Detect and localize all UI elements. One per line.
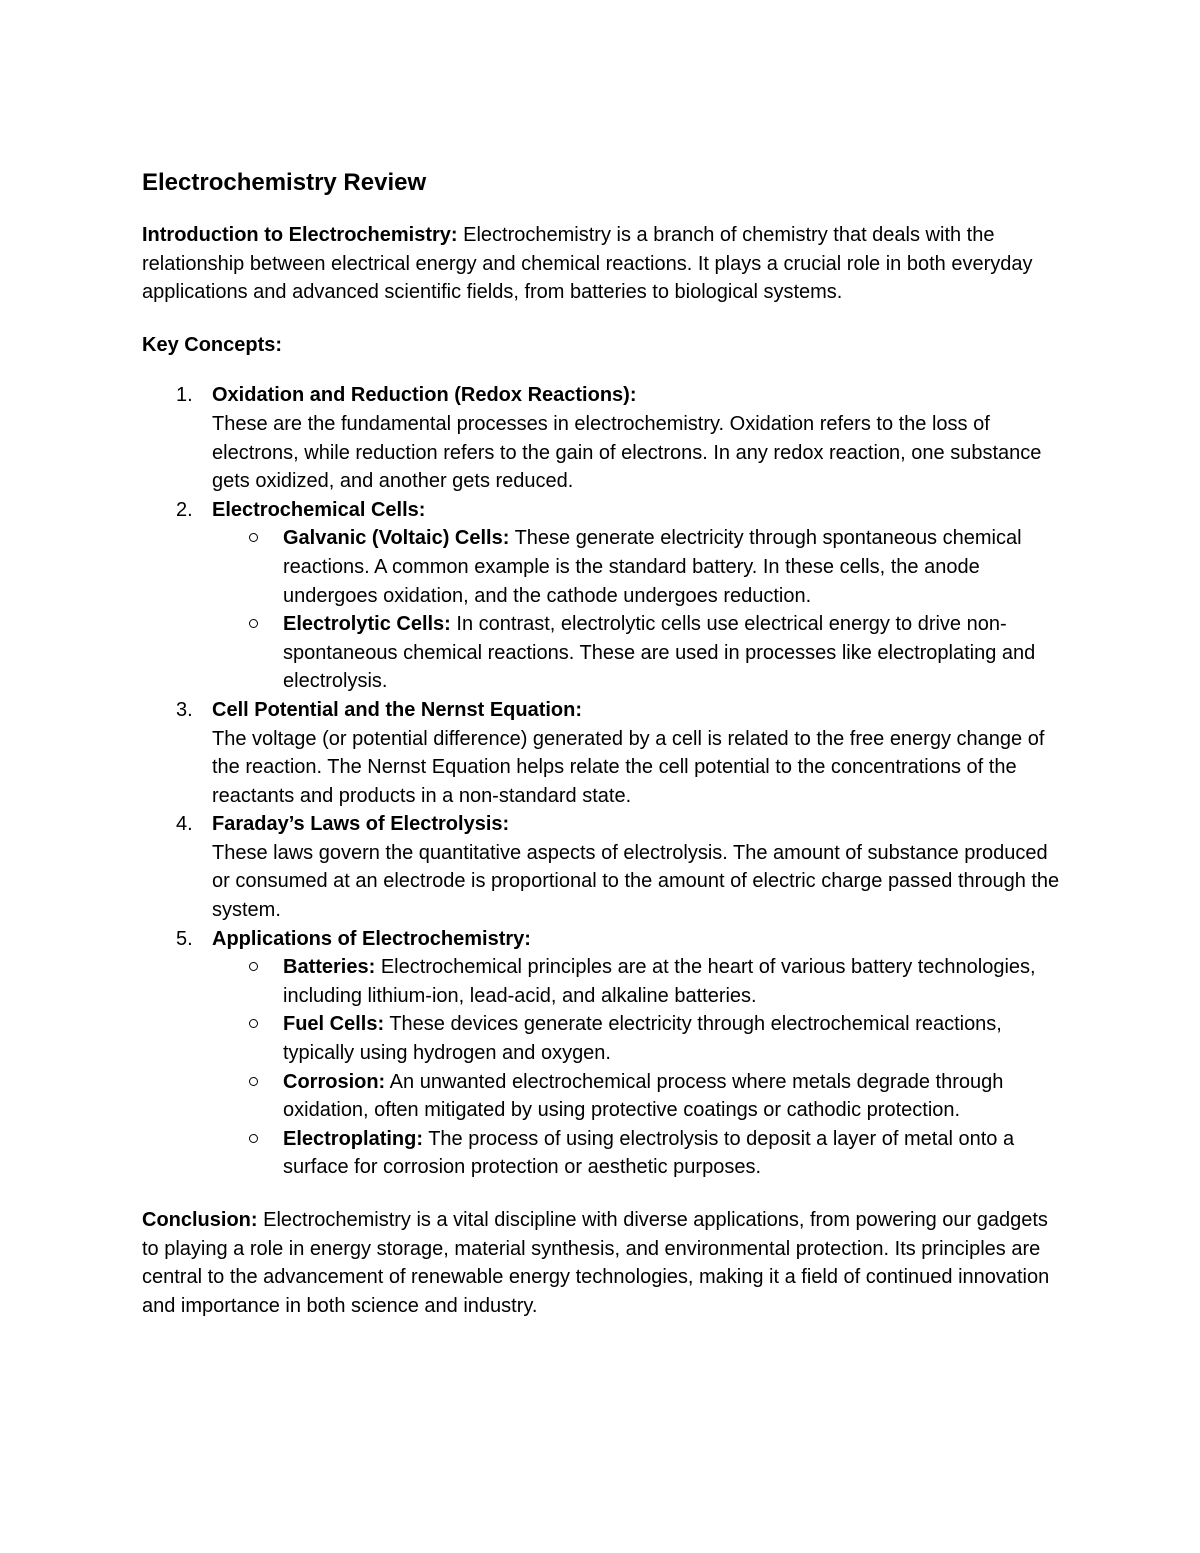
concept-heading: Oxidation and Reduction (Redox Reactions):	[212, 384, 637, 407]
circle-bullet-icon	[249, 1077, 258, 1086]
conclusion-paragraph	[142, 1206, 1067, 1320]
concept-item-2	[142, 496, 1067, 696]
conclusion-text: Electrochemistry is a vital discipline with diverse applications, from powering our gadgets to playing a role in energy storage, material synthesis, and environmental protection. Its principles are central to the advancement of renewable energy technologies, making it a field of continued innovation and importance in both science and industry.	[142, 1209, 1050, 1317]
document-page	[142, 165, 1067, 1320]
sub-item: Electroplating: The process of using electrolysis to deposit a layer of metal onto a surface for corrosion protection or aesthetic purposes.	[212, 1125, 1067, 1182]
intro-text: Electrochemistry is a branch of chemistry that deals with the relationship between electrical energy and chemical reactions. It plays a crucial role in both everyday applications and advanced scientific fields, from batteries to biological systems.	[142, 224, 1033, 304]
circle-bullet-icon	[249, 962, 258, 971]
concept-item-1	[142, 381, 1067, 495]
intro-label: Introduction to Electrochemistry:	[142, 224, 458, 246]
concept-heading: Applications of Electrochemistry:	[212, 927, 531, 950]
concept-heading: Electrochemical Cells:	[212, 498, 426, 521]
sub-item: Fuel Cells: These devices generate electricity through electrochemical reactions, typically using hydrogen and oxygen.	[212, 1010, 1067, 1067]
concept-item-3	[142, 696, 1067, 810]
sub-item: Corrosion: An unwanted electrochemical process where metals degrade through oxidation, often mitigated by using protective coatings or cathodic protection.	[212, 1068, 1067, 1125]
concept-text: The voltage (or potential difference) generated by a cell is related to the free energy change of the reaction. The Nernst Equation helps relate the cell potential to the concentrations of the reactants and products in a non-standard state.	[212, 727, 1045, 807]
list-number: 1.	[176, 384, 193, 407]
sub-item: Batteries: Electrochemical principles are at the heart of various battery technologies, including lithium-ion, lead-acid, and alkaline batteries.	[212, 953, 1067, 1010]
circle-bullet-icon	[249, 1134, 258, 1143]
concept-heading: Cell Potential and the Nernst Equation:	[212, 698, 583, 721]
circle-bullet-icon	[249, 619, 258, 628]
intro-paragraph	[142, 221, 1067, 307]
list-number: 5.	[176, 927, 193, 950]
list-number: 3.	[176, 698, 193, 721]
list-number: 4.	[176, 813, 193, 836]
conclusion-label: Conclusion:	[142, 1209, 258, 1231]
key-concepts-heading: Key Concepts:	[142, 333, 283, 356]
list-number: 2.	[176, 498, 193, 521]
concept-text: These are the fundamental processes in electrochemistry. Oxidation refers to the loss of electrons, while reduction refers to the gain of electrons. In any redox reaction, one substance gets oxidized, and another gets reduced.	[212, 412, 1042, 493]
sub-list	[212, 524, 1067, 696]
circle-bullet-icon	[249, 533, 258, 542]
circle-bullet-icon	[249, 1019, 258, 1028]
document-title: Electrochemistry Review	[142, 169, 427, 196]
sub-item: Electrolytic Cells: In contrast, electrolytic cells use electrical energy to drive non-spontaneous chemical reactions. These are used in processes like electroplating and electrolysis.	[212, 610, 1067, 696]
sub-list	[212, 953, 1067, 1182]
concept-text: These laws govern the quantitative aspects of electrolysis. The amount of substance produced or consumed at an electrode is proportional to the amount of electric charge passed through the system.	[212, 841, 1060, 922]
concept-item-5	[142, 925, 1067, 1182]
concept-heading: Faraday’s Laws of Electrolysis:	[212, 813, 510, 836]
concepts-list	[142, 381, 1067, 1182]
concept-item-4	[142, 810, 1067, 924]
sub-item: Galvanic (Voltaic) Cells: These generate electricity through spontaneous chemical reactions. A common example is the standard battery. In these cells, the anode undergoes oxidation, and the cathode undergoes reduction.	[212, 524, 1067, 610]
